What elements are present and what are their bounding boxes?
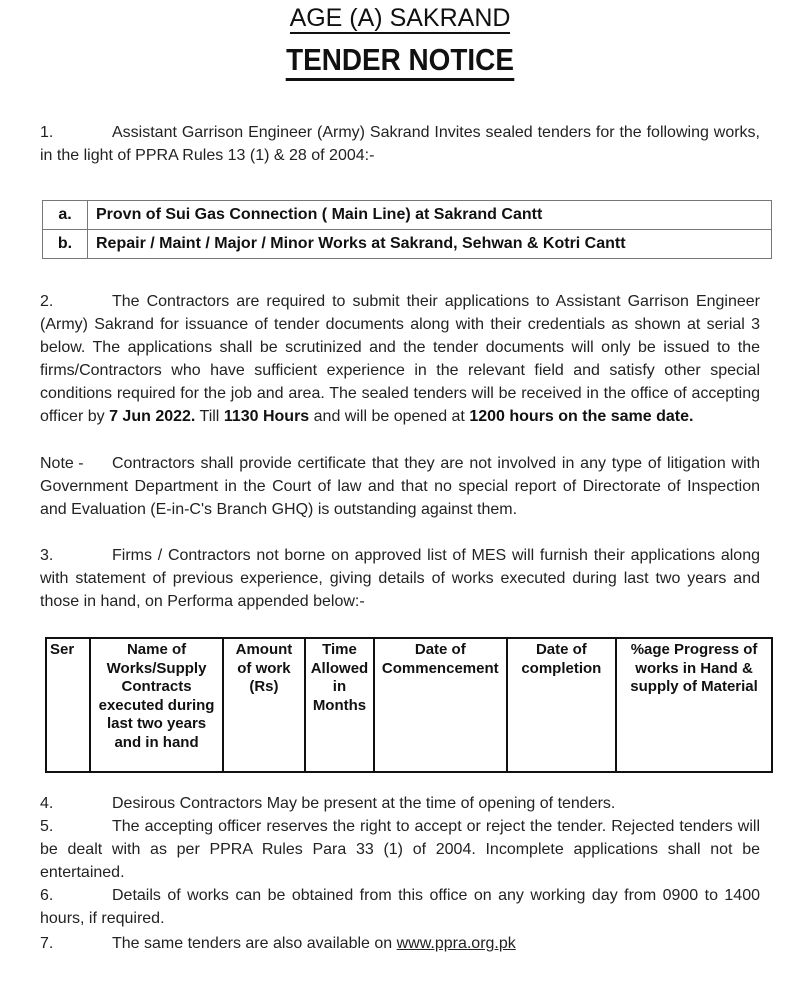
closing-date: 7 Jun 2022. [109, 408, 196, 425]
header-ser: Ser [46, 638, 90, 772]
para-text: The accepting officer reserves the right to accept or reject the tender. Rejected tenders will be dealt with as per PPRA Rules Para 33 (1) of 2004. Incomplete applications shall not be entertained. [40, 818, 760, 881]
work-description: Repair / Maint / Major / Minor Works at Sakrand, Sehwan & Kotri Cantt [88, 230, 772, 259]
office-name: AGE (A) SAKRAND [289, 4, 511, 32]
paragraph-2 [40, 290, 760, 428]
para-number: 6. [40, 887, 54, 904]
para-text: Assistant Garrison Engineer (Army) Sakrand Invites sealed tenders for the following works, in the light of PPRA Rules 13 (1) & 28 of 2004:- [40, 124, 760, 164]
header-amount: Amount of work (Rs) [223, 638, 305, 772]
notice-title: TENDER NOTICE [286, 42, 514, 81]
para-number: 1. [40, 124, 54, 141]
note-label: Note - [40, 455, 84, 472]
para-text: Desirous Contractors May be present at the time of opening of tenders. [112, 795, 616, 812]
works-table [42, 200, 772, 259]
paragraph-5 [40, 815, 760, 884]
performa-header-row [46, 638, 772, 772]
notice-heading [40, 42, 760, 81]
paragraph-4 [40, 792, 760, 815]
para-number: 7. [40, 935, 54, 952]
para-text: The same tenders are also available on [112, 935, 397, 952]
paragraph-3 [40, 544, 760, 613]
opening-time: 1200 hours on the same date. [469, 408, 694, 425]
note-text: Contractors shall provide certificate that they are not involved in any type of litigation with Government Department in the Court of law and that no special report of Directorate of Inspection and Evaluation (E-in-C's Branch GHQ) is outstanding against them. [40, 455, 760, 518]
ppra-website-link[interactable]: www.ppra.org.pk [396, 935, 516, 952]
header-date-completion: Date of completion [507, 638, 617, 772]
header-progress: %age Progress of works in Hand & supply of Material [616, 638, 772, 772]
performa-table [45, 637, 773, 773]
table-row [43, 201, 772, 230]
work-description: Provn of Sui Gas Connection ( Main Line) at Sakrand Cantt [88, 201, 772, 230]
header-name-of-works: Name of Works/Supply Contracts executed during last two years and in hand [90, 638, 223, 772]
para-text: Till [195, 408, 224, 425]
work-label: b. [43, 230, 88, 259]
para-text: The Contractors are required to submit their applications to Assistant Garrison Engineer (Army) Sakrand for issuance of tender documents along with their credentials as shown at serial 3 below. The applications shall be scrutinized and the tender documents will only be issued to the firms/Contractors who have sufficient experience in the relevant field and satisfy other special conditions required for the job and area. The sealed tenders will be received in the office of accepting officer by [40, 293, 760, 425]
para-number: 3. [40, 547, 54, 564]
paragraph-7 [40, 932, 760, 955]
para-text: and will be opened at [309, 408, 470, 425]
table-row [43, 230, 772, 259]
header-date-commencement: Date of Commencement [374, 638, 507, 772]
para-number: 5. [40, 818, 54, 835]
para-number: 4. [40, 795, 54, 812]
para-text: Details of works can be obtained from this office on any working day from 0900 to 1400 hours, if required. [40, 887, 760, 927]
closing-time: 1130 Hours [223, 408, 310, 425]
paragraph-6 [40, 884, 760, 930]
para-text: Firms / Contractors not borne on approved list of MES will furnish their applications along with statement of previous experience, giving details of works executed during last two years and those in hand, on Performa appended below:- [40, 547, 760, 610]
office-heading [0, 4, 800, 34]
note [40, 452, 760, 521]
work-label: a. [43, 201, 88, 230]
header-time-allowed: Time Allowed in Months [305, 638, 374, 772]
para-number: 2. [40, 293, 54, 310]
paragraph-1 [40, 121, 760, 167]
